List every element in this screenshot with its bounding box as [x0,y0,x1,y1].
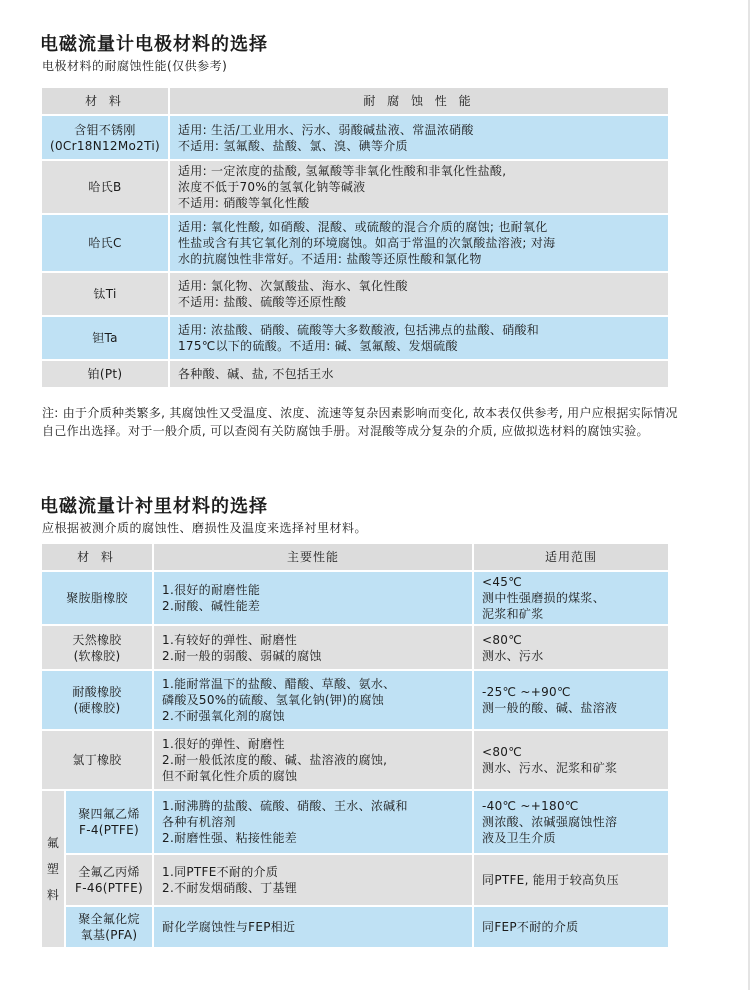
material-cell [42,572,152,624]
material-name: 耐酸橡胶 [72,685,122,699]
resistance-cell: 适用: 浓盐酸、硝酸、硫酸等大多数酸液, 包括沸点的盐酸、硝酸和 175℃以下的硫酸。不适用: 碱、氢氟酸、发烟硫酸 [170,317,668,359]
lining-section-subtitle: 应根据被测介质的腐蚀性、磨损性及温度来选择衬里材料。 [42,521,368,535]
material-cell [66,907,152,947]
material-cell [42,215,168,271]
material-name: 哈氏B [88,180,122,194]
header-material: 材 料 [42,88,168,114]
range-cell: <80℃ 测水、污水 [474,626,668,669]
properties-cell: 1.同PTFE不耐的介质 2.不耐发烟硝酸、丁基锂 [154,855,472,905]
material-name: (0Cr18N12Mo2Ti) [50,138,160,153]
resistance-cell: 适用: 一定浓度的盐酸, 氢氟酸等非氧化性酸和非氧化性盐酸, 浓度不低于70%的氢氧化钠等碱液 不适用: 硝酸等氧化性酸 [170,161,668,213]
table-row [42,215,668,271]
table-row [42,273,668,315]
properties-cell: 1.有较好的弹性、耐磨性 2.耐一般的弱酸、弱碱的腐蚀 [154,626,472,669]
lining-material-table [40,542,670,949]
material-cell [42,626,152,669]
table-row [42,572,668,624]
material-name: F-4(PTFE) [79,823,139,837]
table-header-row [42,544,668,570]
lining-section-title: 电磁流量计衬里材料的选择 [40,496,268,517]
properties-cell: 耐化学腐蚀性与FEP相近 [154,907,472,947]
material-name: 钛Ti [93,287,117,301]
note-paragraph: 注: 由于介质种类繁多, 其腐蚀性又受温度、浓度、流速等复杂因素影响而变化, 故本表仅供参考, 用户应根据实际情况自己作出选择。对于一般介质, 可以查阅有关防腐蚀手册。对混酸等成分复杂的介质, 应做拟选材料的腐蚀实验。 [42,406,678,438]
table-row [42,855,668,905]
table-row [42,361,668,387]
properties-cell: 1.能耐常温下的盐酸、醋酸、草酸、氨水、 磷酸及50%的硫酸、氢氧化钠(钾)的腐蚀 2.不耐强氧化剂的腐蚀 [154,671,472,729]
resistance-cell: 适用: 氧化性酸, 如硝酸、混酸、或硫酸的混合介质的腐蚀; 也耐氧化 性盐或含有其它氧化剂的环境腐蚀。如高于常温的次氯酸盐溶液; 对海 水的抗腐蚀性非常好。不适用: 盐酸等还原性酸和氯化物 [170,215,668,271]
material-name: 聚全氟化烷 [78,912,140,926]
range-cell: -40℃ ~+180℃ 测浓酸、浓碱强腐蚀性溶 液及卫生介质 [474,791,668,853]
table-row [42,626,668,669]
electrode-section-title: 电磁流量计电极材料的选择 [40,34,268,55]
header-corrosion-resistance: 耐 腐 蚀 性 能 [170,88,668,114]
range-cell: <80℃ 测水、污水、泥浆和矿浆 [474,731,668,789]
table-row [42,791,668,853]
resistance-cell: 适用: 氯化物、次氯酸盐、海水、氧化性酸 不适用: 盐酸、硫酸等还原性酸 [170,273,668,315]
material-cell [42,116,168,159]
material-cell [42,273,168,315]
properties-cell: 1.耐沸腾的盐酸、硫酸、硝酸、王水、浓碱和 各种有机溶剂 2.耐磨性强、粘接性能差 [154,791,472,853]
material-cell [66,791,152,853]
table-header-row [42,88,668,114]
range-cell: <45℃ 测中性强磨损的煤浆、 泥浆和矿浆 [474,572,668,624]
resistance-cell: 适用: 生活/工业用水、污水、弱酸碱盐液、常温浓硝酸 不适用: 氢氟酸、盐酸、氯、溴、碘等介质 [170,116,668,159]
electrode-section-subtitle: 电极材料的耐腐蚀性能(仅供参考) [42,59,228,73]
table-row [42,317,668,359]
material-name: 含钼不锈刚 [74,122,136,137]
fluoroplastic-group-label: 氟 塑 料 [42,791,64,947]
header-application-range: 适用范围 [474,544,668,570]
table-row [42,671,668,729]
properties-cell: 1.很好的耐磨性能 2.耐酸、碱性能差 [154,572,472,624]
material-cell [42,671,152,729]
electrode-material-table [40,86,670,389]
material-name: 聚四氟乙烯 [78,807,140,821]
material-cell [42,361,168,387]
range-cell: 同PTFE, 能用于较高负压 [474,855,668,905]
header-material: 材 料 [42,544,152,570]
range-cell: 同FEP不耐的介质 [474,907,668,947]
range-cell: -25℃ ~+90℃ 测一般的酸、碱、盐溶液 [474,671,668,729]
material-name: 聚胺脂橡胶 [66,591,128,605]
material-name: 氧基(PFA) [80,928,138,942]
material-name: (硬橡胶) [73,701,121,715]
material-name: 哈氏C [88,236,122,250]
material-name: 氯丁橡胶 [72,753,122,767]
table-row [42,116,668,159]
header-main-properties: 主要性能 [154,544,472,570]
material-cell [42,731,152,789]
material-name: 全氟乙丙烯 [78,865,140,879]
table-row [42,907,668,947]
material-cell [42,317,168,359]
material-name: 铂(Pt) [87,367,123,381]
table-row [42,161,668,213]
material-cell [66,855,152,905]
resistance-cell: 各种酸、碱、盐, 不包括王水 [170,361,668,387]
table-row [42,731,668,789]
material-name: 钽Ta [92,331,118,345]
material-name: F-46(PTFE) [75,881,143,895]
material-cell [42,161,168,213]
material-name: 天然橡胶 [72,632,122,647]
material-name: (软橡胶) [73,648,121,663]
properties-cell: 1.很好的弹性、耐磨性 2.耐一般低浓度的酸、碱、盐溶液的腐蚀, 但不耐氧化性介质的腐蚀 [154,731,472,789]
